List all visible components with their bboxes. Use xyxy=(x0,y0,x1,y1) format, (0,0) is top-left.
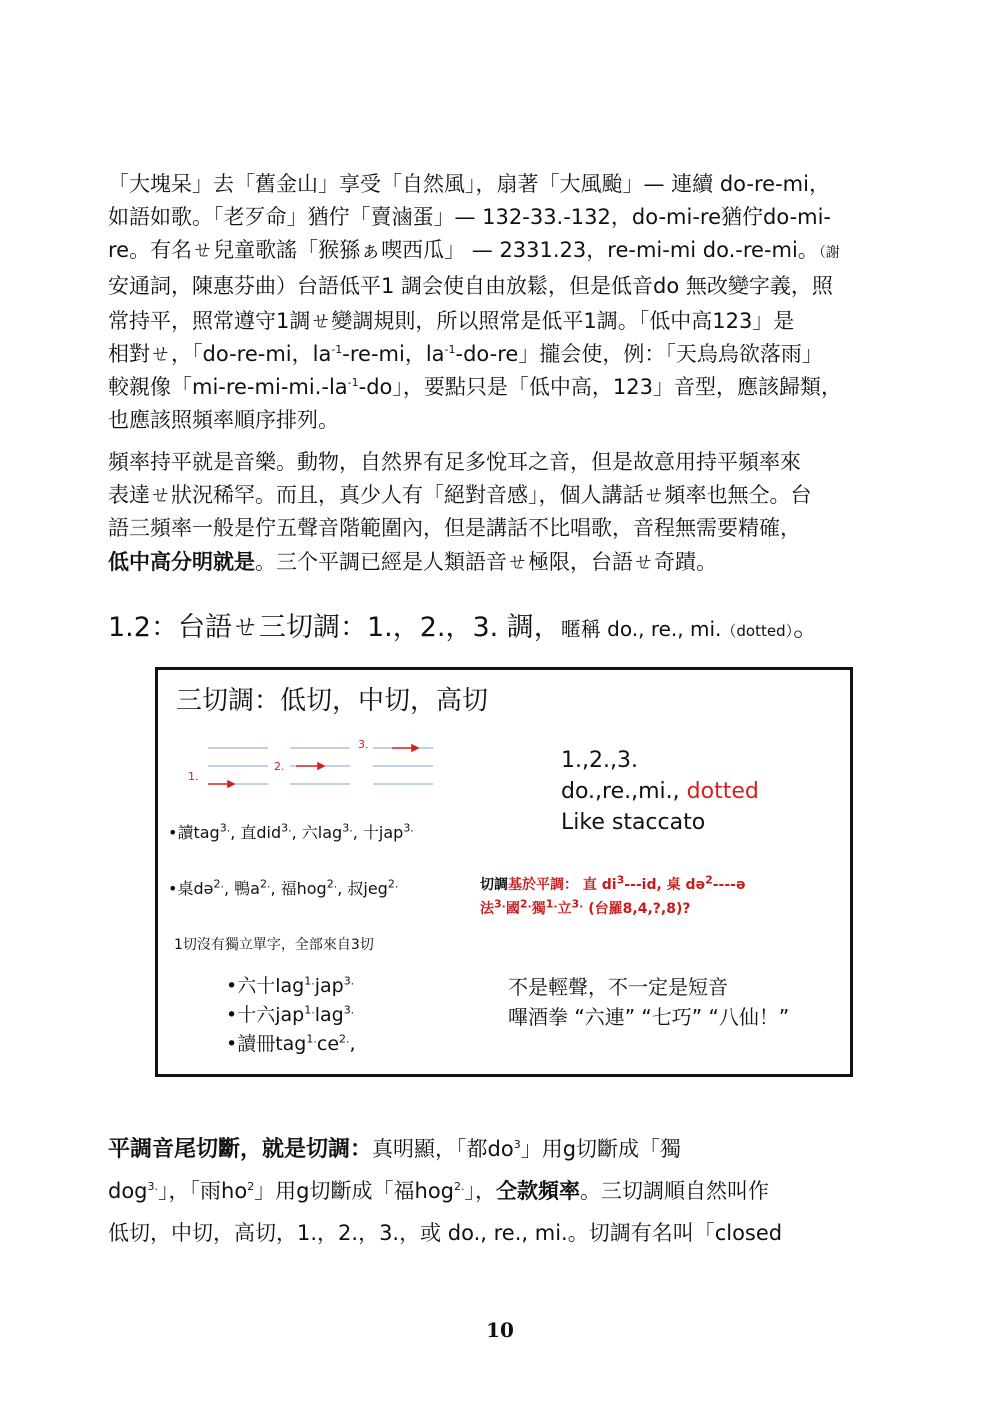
dotted-label: dotted xyxy=(686,779,759,804)
page-number: 10 xyxy=(486,1318,514,1342)
list-item: •十六jap$^{1.}$lag$^{3.}$ xyxy=(226,1003,355,1026)
list-item: •六十lag$^{1.}$jap$^{3.}$ xyxy=(226,974,355,997)
text-line: 頻率持平就是音樂。動物，自然界有足多悅耳之音，但是故意用持平頻率來 xyxy=(108,450,801,474)
text-line: 也應該照頻率順序排列。 xyxy=(108,408,339,432)
text-line: 低中高分明就是。三个平調已經是人類語音ㄝ極限，台語ㄝ奇蹟。 xyxy=(108,549,717,574)
bullet-cut-2: •桌də$^{2.}$, 鴨$a^{2.}$, 福hog$^{2.}$, 叔jeg$^{2.}$ xyxy=(168,877,399,898)
tone-label: 1. xyxy=(188,770,199,783)
text-line: 常持平，照常遵守1調ㄝ變調規則，所以照常是低平1調。「低中高123」是 xyxy=(108,309,795,333)
emphasis-text: 仝款頻率 xyxy=(496,1178,581,1203)
text-line: 「大塊呆」去「舊金山」享受「自然風」，扇著「大風颱」— 連續 do-re-mi， xyxy=(108,172,830,196)
emphasis-text: 低中高分明就是 xyxy=(108,549,255,574)
slide-right-text: 1.,2.,3. do.,re.,mi., dotted Like staccato xyxy=(561,748,759,835)
slide-right-bottom: 不是輕聲，不一定是短音 嗶酒拳 “六連” “七巧” “八仙！” xyxy=(508,975,790,1029)
text-line: 相對ㄝ，「do-re-mi，$la^{-1}-re-mi$，$la^{-1}-do-re$」攏会使，例：「天烏烏欲落雨」 xyxy=(108,342,823,366)
list-item: •讀冊$tag^{1.}ce^{2.}$, xyxy=(226,1032,356,1055)
text-line: 較親像「$mi-re-mi-mi.-la^{-1}-do$」，要點只是「低中高，123」音型，應該歸類， xyxy=(108,375,842,399)
emphasis-text: 平調音尾切斷，就是切調： xyxy=(108,1136,373,1162)
slide-title: 三切調：低切，中切，高切 xyxy=(176,686,489,716)
paragraph-1 xyxy=(108,168,898,437)
text-line: 平調音尾切斷，就是切調：真明顯，「都$do^3$」用g切斷成「獨 xyxy=(108,1136,682,1162)
tone-label: 2. xyxy=(274,760,285,773)
slide-single-note: 1切沒有獨立單字，全部來自3切 xyxy=(174,937,374,953)
paragraph-3 xyxy=(108,1128,898,1254)
tone-label: 3. xyxy=(358,738,369,751)
paragraph-2 xyxy=(108,446,898,579)
text-line: 低切，中切，高切，1.，2.，3.，或 do., re., mi.。切調有名叫「closed xyxy=(108,1221,783,1245)
text-line: 語三頻率一般是佇五聲音階範圍內，但是講話不比唱歌，音程無需要精確， xyxy=(108,516,801,540)
slide-figure xyxy=(155,667,853,1077)
slide-note: 切調基於平調： 直 $di^3---id$, 桌 də$^2$----ə 法$^{3.}$國$^{2.}$獨$^{1.}$立$^{3.}$ (台羅8,4,?,8)? xyxy=(480,873,746,917)
text-line: 安通詞，陳惠芬曲）台語低平1 調会使自由放鬆，但是低音do 無改變字義，照 xyxy=(108,274,833,298)
text-line: dog$^{3.}$」，「雨$ho^2$」用g切斷成「福hog$^{2.}$」，仝款頻率。三切調順自然叫作 xyxy=(108,1178,770,1203)
text-line: 表達ㄝ狀況稀罕。而且，真少人有「絕對音感」，個人講話ㄝ頻率也無仝。台 xyxy=(108,483,812,507)
text-line: re。有名ㄝ兒童歌謠「猴猻ぁ喫西瓜」 — 2331.23，re-mi-mi do.-re-mi。（謝 xyxy=(108,238,840,262)
section-heading: 1.2：台語ㄝ三切調：1.，2.，3. 調，暱稱 do., re., mi.（dotted）。 xyxy=(108,612,821,643)
tone-diagram xyxy=(178,736,448,796)
slide-list xyxy=(226,972,356,1059)
text-line: 如語如歌。「老歹命」猶佇「賣滷蛋」— 132-33.-132，do-mi-re猶佇do-mi- xyxy=(108,205,832,229)
bullet-cut-3: •讀tag$^{3.}$, 直did$^{3.}$, 六lag$^{3.}$, 十jap$^{3.}$ xyxy=(168,821,414,842)
